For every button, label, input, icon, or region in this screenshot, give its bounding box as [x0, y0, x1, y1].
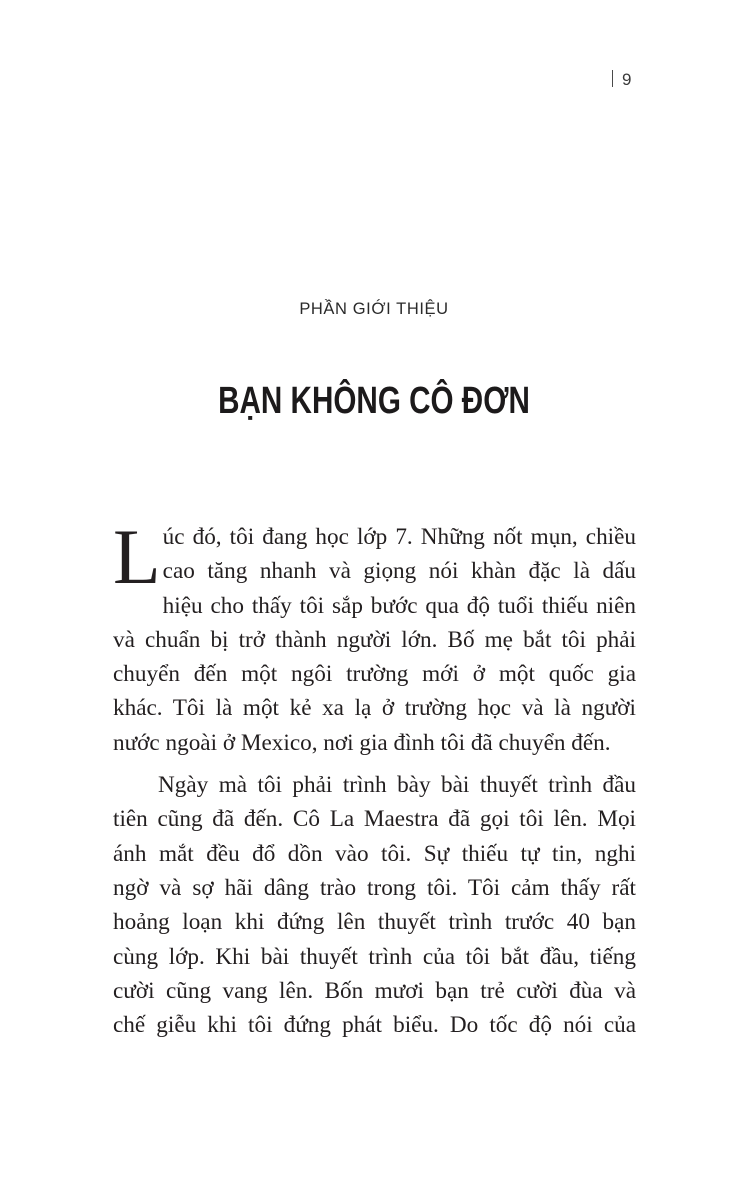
- paragraph-2: [113, 768, 636, 1042]
- section-label: PHẦN GIỚI THIỆU: [299, 300, 449, 318]
- text-line: hoảng loạn khi đứng lên thuyết trình trước 40 bạn: [113, 909, 636, 936]
- text-line: cao tăng nhanh và giọng nói khàn đặc là dấu: [162, 558, 636, 585]
- page-number-value: 9: [622, 70, 632, 89]
- text-line: chuyển đến một ngôi trường mới ở một quốc gia: [113, 661, 636, 688]
- drop-cap: L: [113, 513, 161, 600]
- text-line: ánh mắt đều đổ dồn vào tôi. Sự thiếu tự tin, nghi: [113, 840, 636, 867]
- text-line: Ngày mà tôi phải trình bày bài thuyết trình đầu: [158, 772, 636, 799]
- text-line: úc đó, tôi đang học lớp 7. Những nốt mụn, chiều: [162, 524, 636, 550]
- text-line: tiên cũng đã đến. Cô La Maestra đã gọi tôi lên. Mọi: [113, 806, 636, 833]
- text-line: cười cũng vang lên. Bốn mươi bạn trẻ cười đùa và: [113, 977, 636, 1004]
- text-line: khác. Tôi là một kẻ xa lạ ở trường học và là người: [113, 695, 636, 722]
- text-line: chế giễu khi tôi đứng phát biểu. Do tốc độ nói của: [113, 1012, 636, 1039]
- text-line: ngờ và sợ hãi dâng trào trong tôi. Tôi cảm thấy rất: [113, 874, 636, 901]
- text-line: và chuẩn bị trở thành người lớn. Bố mẹ bắt tôi phải: [113, 626, 636, 653]
- body-text: [113, 513, 636, 1042]
- page-number: [612, 70, 632, 90]
- paragraph-1: [113, 513, 636, 760]
- chapter-title: BẠN KHÔNG CÔ ĐƠN: [218, 380, 530, 422]
- text-line: nước ngoài ở Mexico, nơi gia đình tôi đã chuyển đến.: [113, 729, 611, 756]
- text-line: hiệu cho thấy tôi sắp bước qua độ tuổi thiếu niên: [162, 592, 636, 619]
- text-line: cùng lớp. Khi bài thuyết trình của tôi bắt đầu, tiếng: [113, 943, 636, 970]
- page-number-separator: [612, 70, 613, 87]
